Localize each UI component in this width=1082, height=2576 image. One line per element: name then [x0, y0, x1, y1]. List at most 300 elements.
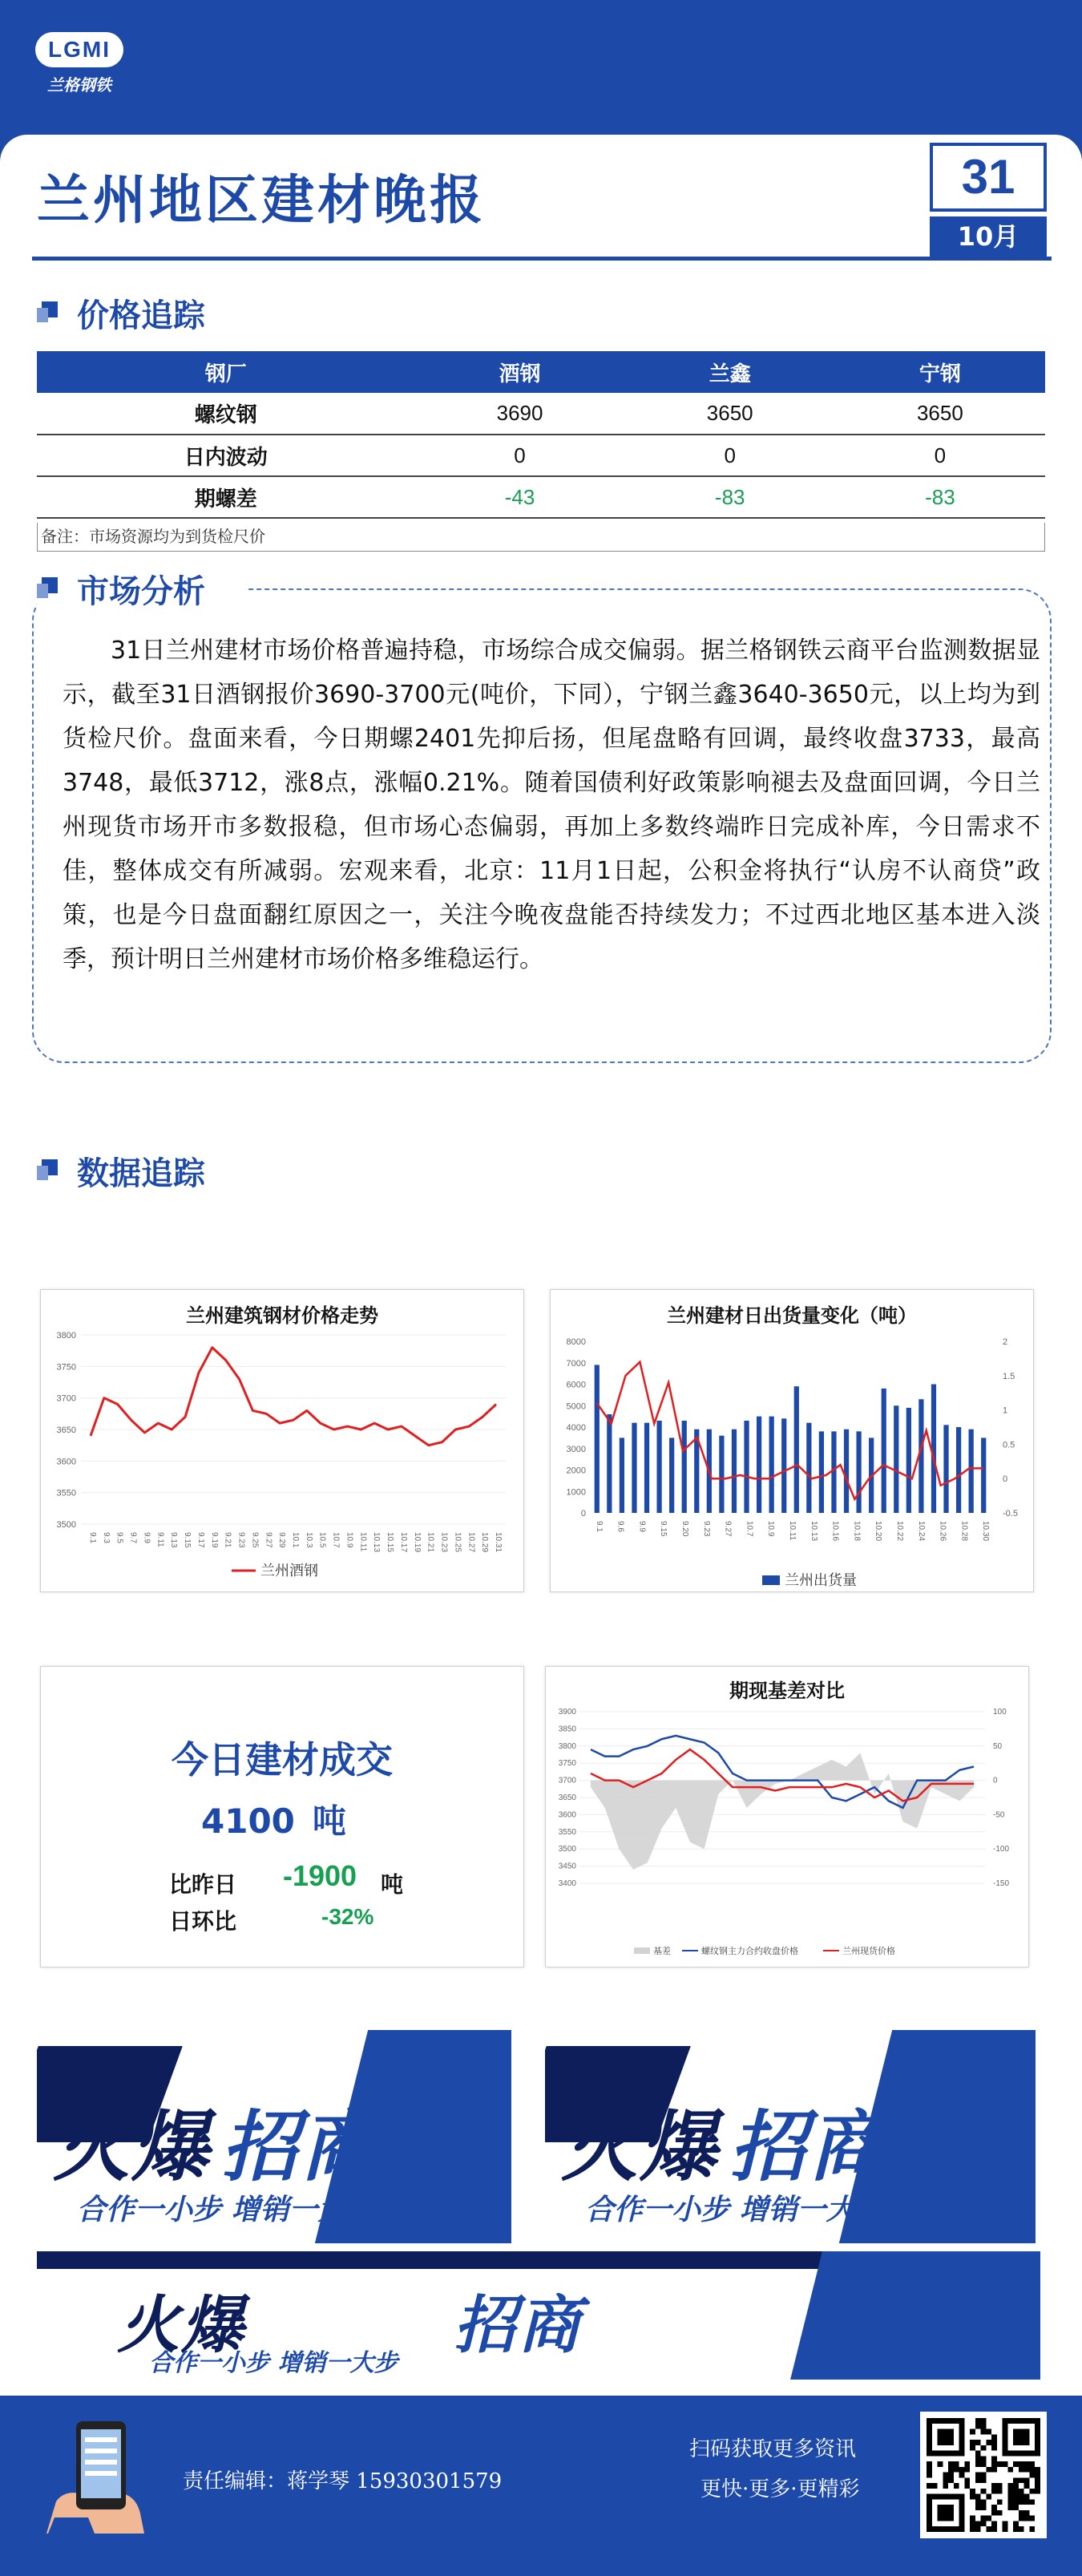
table-cell: 0	[835, 435, 1045, 476]
legend-label: 螺纹钢主力合约收盘价格	[701, 1947, 798, 1956]
qr-module	[1019, 2510, 1024, 2516]
qr-module	[1029, 2473, 1035, 2478]
banner-slogan: 合作一小步 增销一大步	[149, 2349, 398, 2377]
y2-tick-label: -150	[993, 1879, 1010, 1888]
promo-banner-right[interactable]	[545, 2030, 1036, 2243]
qr-module	[927, 2483, 932, 2489]
y-tick-label: 3000	[566, 1444, 586, 1454]
x-tick-label: 10.7	[331, 1532, 341, 1548]
bar-shipment	[831, 1431, 836, 1513]
x-tick-label: 9.3	[101, 1532, 111, 1543]
x-tick-label: 10.9	[345, 1532, 354, 1548]
qr-module	[1007, 2499, 1013, 2505]
legend-swatch	[634, 1947, 650, 1954]
bar-shipment	[943, 1425, 948, 1513]
row-label: 期螺差	[37, 476, 414, 518]
x-tick-label: 9.11	[155, 1532, 165, 1547]
qr-module	[1024, 2499, 1030, 2505]
y2-tick-label: 1.5	[1003, 1371, 1015, 1381]
banner-main-left: 火爆	[117, 2290, 246, 2362]
table-note: 备注：市场资源均为到货检尺价	[37, 523, 1045, 552]
title-divider	[32, 257, 1052, 261]
legend-label: 兰州酒钢	[260, 1563, 318, 1579]
series-line-jiugang	[91, 1348, 496, 1446]
y2-tick-label: -100	[993, 1845, 1010, 1854]
qr-module	[991, 2521, 997, 2526]
qr-module	[981, 2424, 987, 2429]
section-heading-price	[37, 290, 357, 335]
x-tick-label: 9.15	[659, 1521, 668, 1537]
x-tick-label: 10.22	[895, 1521, 905, 1542]
section-title: 价格追踪	[77, 297, 205, 334]
qr-module	[970, 2521, 975, 2526]
chart-canvas	[551, 1290, 1035, 1593]
qr-module	[991, 2445, 997, 2451]
qr-module	[1013, 2483, 1019, 2489]
qr-module	[981, 2473, 987, 2478]
x-tick-label: 10.26	[938, 1521, 947, 1542]
qr-module	[1013, 2477, 1019, 2483]
section-title: 市场分析	[77, 566, 216, 612]
y-tick-label: 3750	[56, 1362, 76, 1373]
page-title: 兰州地区建材晚报	[37, 168, 486, 231]
qr-module	[975, 2494, 981, 2500]
date-day: 31	[930, 143, 1047, 212]
qr-module	[975, 2473, 981, 2478]
qr-module	[991, 2505, 997, 2510]
qr-module	[1013, 2521, 1019, 2526]
y-tick-label: 3600	[558, 1810, 576, 1820]
bar-shipment	[781, 1418, 786, 1513]
date-month: 10月	[930, 216, 1047, 257]
qr-module	[927, 2461, 932, 2467]
y-tick-label: 3500	[56, 1520, 76, 1530]
x-tick-label: 9.13	[169, 1532, 179, 1548]
y-tick-label: 3450	[558, 1862, 576, 1871]
x-tick-label: 10.17	[398, 1532, 408, 1553]
qr-module	[948, 2473, 954, 2478]
qr-module	[986, 2516, 991, 2521]
company-logo	[35, 32, 131, 96]
qr-module	[1003, 2526, 1008, 2532]
bar-shipment	[856, 1431, 861, 1513]
section-square-icon	[37, 1159, 58, 1180]
x-tick-label: 10.28	[959, 1521, 969, 1542]
x-tick-label: 9.5	[115, 1532, 124, 1543]
qr-module	[1024, 2467, 1030, 2473]
basis-area	[591, 1753, 974, 1870]
qr-module	[1013, 2505, 1019, 2510]
qr-module	[981, 2489, 987, 2494]
qr-module	[1029, 2489, 1035, 2494]
y-tick-label: 6000	[566, 1380, 586, 1390]
qr-module	[954, 2461, 959, 2467]
x-tick-label: 10.7	[745, 1521, 754, 1537]
qr-module	[1013, 2489, 1019, 2494]
table-cell: -83	[835, 476, 1045, 518]
y2-tick-label: 50	[993, 1741, 1003, 1751]
qr-module	[970, 2440, 975, 2445]
qr-module	[975, 2499, 981, 2505]
shipment-chart	[550, 1289, 1034, 1592]
chart-title: 兰州建材日出货量变化（吨）	[667, 1304, 917, 1327]
y-tick-label: 3400	[558, 1879, 576, 1888]
qr-module	[970, 2526, 975, 2532]
x-tick-label: 9.21	[223, 1532, 232, 1548]
qr-module	[986, 2494, 991, 2500]
y2-tick-label: 0	[1003, 1474, 1008, 1485]
price-table	[37, 351, 1045, 519]
qr-module	[964, 2477, 970, 2483]
qr-module	[943, 2483, 948, 2489]
table-header-row	[37, 351, 1045, 393]
x-tick-label: 10.19	[412, 1532, 422, 1553]
legend-swatch	[762, 1575, 780, 1585]
x-tick-label: 10.15	[386, 1532, 395, 1553]
qr-module	[1029, 2499, 1035, 2505]
x-tick-label: 9.15	[183, 1532, 192, 1548]
x-tick-label: 9.9	[142, 1532, 151, 1543]
qr-module	[954, 2483, 959, 2489]
table-cell: 0	[414, 435, 624, 476]
promo-banner-left[interactable]	[37, 2030, 511, 2243]
y-tick-label: 3750	[558, 1759, 576, 1769]
qr-module	[997, 2510, 1003, 2516]
y-tick-label: 4000	[566, 1423, 586, 1433]
qr-module	[986, 2526, 991, 2532]
qr-module	[1035, 2477, 1040, 2483]
bar-shipment	[757, 1417, 761, 1513]
legend-label: 基差	[653, 1947, 671, 1956]
bar-shipment	[981, 1438, 986, 1513]
x-tick-label: 9.7	[128, 1532, 138, 1543]
y-tick-label: 3500	[558, 1845, 576, 1854]
qr-module	[991, 2456, 997, 2461]
qr-module	[991, 2526, 997, 2532]
y-tick-label: 3550	[56, 1488, 76, 1498]
qr-module	[938, 2461, 943, 2467]
section-square-icon	[37, 577, 58, 598]
qr-module	[975, 2505, 981, 2510]
compare-value: -1900	[283, 1859, 357, 1892]
x-tick-label: 9.1	[594, 1521, 604, 1532]
section-title: 数据追踪	[77, 1155, 205, 1192]
qr-module	[948, 2467, 954, 2473]
qr-module	[991, 2467, 997, 2473]
qr-module	[991, 2434, 997, 2440]
qr-module	[1019, 2494, 1024, 2500]
qr-module	[1024, 2461, 1030, 2467]
y2-tick-label: 0.5	[1003, 1440, 1015, 1450]
x-tick-label: 10.21	[426, 1532, 435, 1553]
x-tick-label: 9.29	[277, 1532, 287, 1548]
qr-module	[954, 2467, 959, 2473]
bar-shipment	[956, 1427, 961, 1513]
x-tick-label: 10.25	[453, 1532, 462, 1553]
bar-shipment	[632, 1423, 636, 1513]
x-tick-label: 10.11	[358, 1532, 368, 1552]
chart-title: 期现基差对比	[729, 1680, 845, 1702]
x-tick-label: 10.1	[291, 1532, 300, 1548]
qr-module	[981, 2418, 987, 2424]
qr-module	[1029, 2516, 1035, 2521]
qr-module	[1013, 2526, 1019, 2532]
x-tick-label: 10.18	[852, 1521, 862, 1542]
qr-module	[1019, 2526, 1024, 2532]
qr-module	[948, 2461, 954, 2467]
y2-tick-label: 2	[1003, 1337, 1008, 1347]
deal-title: 今日建材成交	[172, 1738, 393, 1781]
qr-module	[959, 2473, 965, 2478]
qr-module	[964, 2483, 970, 2489]
deal-value	[201, 1795, 346, 1843]
qr-module	[981, 2505, 987, 2510]
chart-canvas	[41, 1290, 525, 1593]
deal-number: 4100	[201, 1802, 295, 1841]
qr-module	[1013, 2461, 1019, 2467]
legend-label: 兰州出货量	[785, 1572, 857, 1588]
y-tick-label: 3850	[558, 1725, 576, 1734]
bar-shipment	[719, 1436, 724, 1513]
deal-unit: 吨	[312, 1802, 346, 1841]
y-tick-label: 0	[580, 1509, 586, 1519]
qr-finder	[938, 2429, 954, 2445]
chart-title: 兰州建筑钢材价格走势	[186, 1304, 378, 1327]
bar-shipment	[732, 1430, 737, 1513]
deal-volume-card	[40, 1666, 524, 1967]
table-cell: 3650	[835, 393, 1045, 435]
x-tick-label: 10.16	[830, 1521, 840, 1542]
qr-module	[1013, 2499, 1019, 2505]
x-tick-label: 9.20	[680, 1521, 689, 1537]
qr-module	[975, 2477, 981, 2483]
y-tick-label: 1000	[566, 1487, 586, 1498]
qr-module	[986, 2467, 991, 2473]
y-tick-label: 3800	[558, 1741, 576, 1751]
date-badge	[930, 143, 1047, 257]
bar-shipment	[819, 1431, 824, 1513]
y-tick-label: 2000	[566, 1466, 586, 1476]
qr-module	[1013, 2494, 1019, 2500]
editor-contact: 责任编辑：蒋学琴 15930301579	[183, 2469, 503, 2493]
qr-module	[970, 2445, 975, 2451]
qr-module	[975, 2526, 981, 2532]
scan-slogan: 更快·更多·更精彩	[700, 2477, 860, 2501]
y-tick-label: 3900	[558, 1708, 576, 1717]
y-tick-label: 5000	[566, 1401, 586, 1412]
row-label: 日内波动	[37, 435, 414, 476]
qr-module	[975, 2461, 981, 2467]
qr-module	[1035, 2489, 1040, 2494]
qr-module	[1003, 2461, 1008, 2467]
y-tick-label: 3650	[56, 1425, 76, 1435]
x-tick-label: 10.9	[766, 1521, 776, 1537]
column-header: 酒钢	[414, 351, 624, 393]
qr-module	[1024, 2477, 1030, 2483]
x-tick-label: 9.9	[637, 1521, 647, 1532]
banner-slogan: 合作一小步 增销一大步	[77, 2194, 376, 2226]
logo-subtitle: 兰格钢铁	[47, 75, 111, 95]
qr-module	[981, 2461, 987, 2467]
bar-shipment	[806, 1423, 811, 1513]
qr-module	[943, 2477, 948, 2483]
column-header: 兰鑫	[625, 351, 835, 393]
table-row	[37, 476, 1045, 518]
bar-shipment	[595, 1365, 600, 1513]
qr-module	[970, 2516, 975, 2521]
qr-module	[991, 2483, 997, 2489]
qr-module	[964, 2461, 970, 2467]
bar-shipment	[669, 1438, 674, 1513]
y-tick-label: 7000	[566, 1358, 586, 1369]
x-tick-label: 9.23	[701, 1521, 711, 1537]
x-tick-label: 9.27	[723, 1521, 733, 1537]
analysis-paragraph: 31日兰州建材市场价格普遍持稳，市场综合成交偏弱。据兰格钢铁云商平台监测数据显示，截至31日酒钢报价3690-3700元(吨价，下同），宁钢兰鑫3640-3650元，以上均为到货检尺价。盘面来看，今日期螺2401先抑后扬，但尾盘略有回调，最终收盘3733，最高3748，最低3712，涨8点，涨幅0.21%。随着国债利好政策影响褪去及盘面回调，今日兰州现货市场开市多数报稳，但市场心态偏弱，再加上多数终端昨日完成补库，今日需求不佳，整体成交有所减弱。宏观来看，北京：11月1日起，公积金将执行“认房不认商贷”政策，也是今日盘面翻红原因之一，关注今晚夜盘能否持续发力；不过西北地区基本进入淡季，预计明日兰州建材市场价格多维稳运行。	[63, 637, 1040, 973]
qr-module	[997, 2489, 1003, 2494]
qr-module	[1029, 2526, 1035, 2532]
qr-module	[948, 2477, 954, 2483]
qr-module	[991, 2461, 997, 2467]
bar-shipment	[844, 1430, 849, 1513]
table-cell: 0	[625, 435, 835, 476]
banner-main-right: 招商	[454, 2290, 583, 2362]
qr-module	[1019, 2516, 1024, 2521]
table-cell: -83	[625, 476, 835, 518]
qr-module	[1035, 2467, 1040, 2473]
y-tick-label: 8000	[566, 1337, 586, 1347]
column-header: 宁钢	[835, 351, 1045, 393]
x-tick-label: 10.24	[916, 1521, 926, 1542]
x-tick-label: 10.3	[304, 1532, 313, 1548]
x-tick-label: 9.23	[236, 1532, 246, 1548]
qr-module	[997, 2499, 1003, 2505]
compare-label: 比昨日	[169, 1871, 237, 1898]
bar-shipment	[794, 1386, 799, 1513]
y2-tick-label: 100	[993, 1708, 1007, 1717]
qr-module	[991, 2510, 997, 2516]
section-heading-data	[37, 1148, 357, 1193]
qr-module	[964, 2467, 970, 2473]
column-header: 钢厂	[37, 351, 414, 393]
qr-module	[1019, 2461, 1024, 2467]
qr-module	[927, 2467, 932, 2473]
qr-module	[1019, 2499, 1024, 2505]
x-tick-label: 10.5	[317, 1532, 327, 1548]
qr-module	[975, 2521, 981, 2526]
x-tick-label: 9.19	[209, 1532, 219, 1548]
qr-module	[981, 2445, 987, 2451]
bar-shipment	[744, 1421, 749, 1513]
x-tick-label: 9.17	[196, 1532, 205, 1548]
x-tick-label: 10.23	[439, 1532, 449, 1553]
x-tick-label: 10.27	[466, 1532, 476, 1553]
qr-module	[1007, 2489, 1013, 2494]
qr-module	[991, 2489, 997, 2494]
qr-module	[1007, 2494, 1013, 2500]
qr-module	[932, 2483, 938, 2489]
qr-module	[975, 2424, 981, 2429]
banner-main-left: 火爆	[561, 2102, 718, 2192]
x-tick-label: 10.13	[372, 1532, 382, 1553]
qr-module	[991, 2440, 997, 2445]
price-trend-chart	[40, 1289, 524, 1592]
x-tick-label: 9.25	[250, 1532, 260, 1548]
y2-tick-label: -0.5	[1003, 1509, 1018, 1519]
qr-module	[981, 2516, 987, 2521]
logo-badge: LGMI	[35, 32, 123, 67]
qr-module	[975, 2440, 981, 2445]
qr-module	[1024, 2494, 1030, 2500]
x-tick-label: 10.11	[788, 1521, 797, 1541]
compare-unit: 吨	[381, 1871, 404, 1898]
x-tick-label: 10.29	[480, 1532, 490, 1553]
qr-module	[1029, 2461, 1035, 2467]
y2-tick-label: 0	[993, 1776, 998, 1785]
qr-module	[927, 2473, 932, 2478]
x-tick-label: 9.1	[88, 1532, 97, 1543]
legend-label: 兰州现货价格	[842, 1947, 895, 1956]
bar-shipment	[620, 1438, 624, 1513]
promo-banner-wide[interactable]	[37, 2251, 1040, 2380]
y-tick-label: 3650	[558, 1793, 576, 1802]
x-tick-label: 10.31	[494, 1532, 503, 1553]
qr-module	[1024, 2510, 1030, 2516]
bar-shipment	[894, 1405, 898, 1513]
y2-tick-label: 1	[1003, 1405, 1008, 1416]
qr-module	[1019, 2467, 1024, 2473]
qr-module	[981, 2477, 987, 2483]
y-tick-label: 3600	[56, 1457, 76, 1467]
qr-module	[1007, 2505, 1013, 2510]
bar-shipment	[882, 1389, 886, 1513]
qr-module	[1024, 2483, 1030, 2489]
bar-shipment	[682, 1421, 687, 1513]
qr-module	[970, 2429, 975, 2435]
section-square-icon	[37, 301, 58, 322]
qr-module	[981, 2499, 987, 2505]
qr-module	[970, 2494, 975, 2500]
x-tick-label: 10.30	[981, 1521, 991, 1542]
x-tick-label: 10.20	[874, 1521, 883, 1542]
qr-finder	[1013, 2429, 1029, 2445]
table-cell: 3650	[625, 393, 835, 435]
qr-code-icon[interactable]	[920, 2412, 1047, 2538]
brush-stroke	[790, 2251, 1040, 2380]
qr-module	[981, 2456, 987, 2461]
qr-module	[1007, 2467, 1013, 2473]
y-tick-label: 3550	[558, 1827, 576, 1837]
qr-module	[986, 2440, 991, 2445]
table-cell: -43	[414, 476, 624, 518]
banner-main-left: 火爆	[53, 2102, 210, 2192]
x-tick-label: 9.27	[264, 1532, 273, 1548]
qr-module	[981, 2429, 987, 2435]
table-row	[37, 435, 1045, 476]
qr-module	[1007, 2483, 1013, 2489]
qr-module	[1019, 2489, 1024, 2494]
series-line-change	[597, 1362, 983, 1499]
qr-module	[1019, 2477, 1024, 2483]
bar-shipment	[969, 1430, 974, 1513]
qr-module	[959, 2467, 965, 2473]
phone-hand-icon	[32, 2413, 152, 2542]
qr-module	[1029, 2467, 1035, 2473]
y-tick-label: 3700	[56, 1393, 76, 1404]
qr-module	[1035, 2483, 1040, 2489]
table-cell: 3690	[414, 393, 624, 435]
chart-canvas	[546, 1667, 1030, 1968]
bar-shipment	[607, 1414, 612, 1513]
